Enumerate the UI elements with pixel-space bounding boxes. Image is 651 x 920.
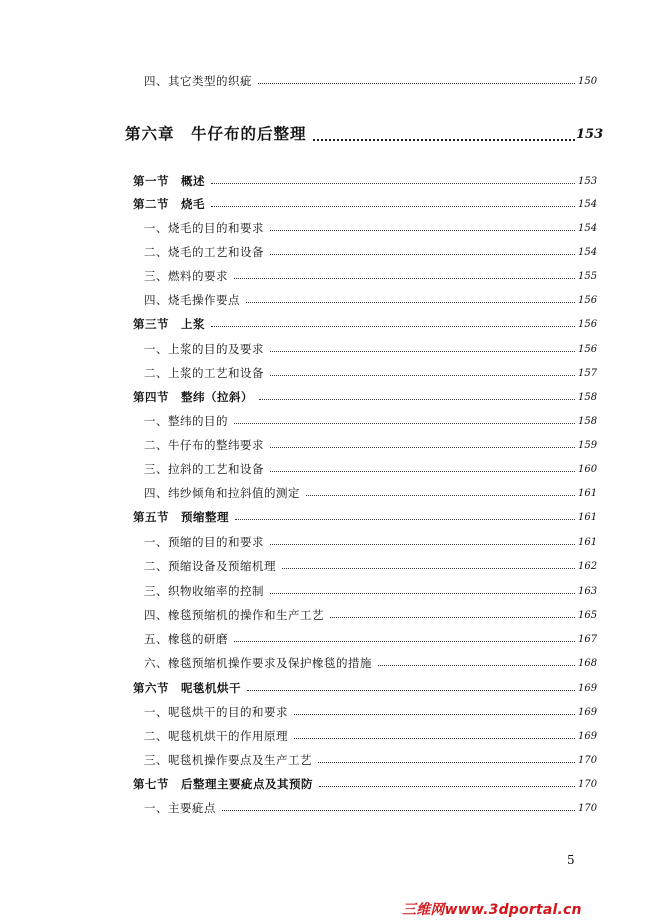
toc-page-number: 161 (578, 512, 598, 523)
dot-leader (378, 665, 575, 666)
dot-leader (222, 810, 575, 811)
toc-page-number: 167 (578, 634, 598, 645)
toc-section (0, 776, 651, 796)
dot-leader (258, 83, 575, 84)
dot-leader (306, 495, 575, 496)
toc-section (0, 680, 651, 700)
dot-leader (234, 423, 575, 424)
toc-label: 一、预缩的目的和要求 (144, 535, 264, 549)
toc-label: 二、上浆的工艺和设备 (144, 366, 264, 380)
toc-label: 一、呢毯烘干的目的和要求 (144, 705, 288, 719)
toc-label: 四、其它类型的织疵 (144, 74, 252, 88)
toc-label: 二、烧毛的工艺和设备 (144, 245, 264, 259)
toc-item (0, 704, 651, 724)
toc-label: 第五节 预缩整理 (133, 510, 229, 524)
dot-leader (318, 762, 575, 763)
toc-page-number: 163 (578, 586, 598, 597)
page-number: 5 (567, 853, 575, 867)
toc-item (0, 413, 651, 433)
toc-page-number: 158 (578, 416, 598, 427)
toc-label: 第一节 概述 (133, 174, 205, 188)
toc-page-number: 170 (578, 803, 598, 814)
toc-page-number: 162 (578, 561, 598, 572)
dot-leader (282, 568, 575, 569)
toc-item (0, 728, 651, 748)
toc-item (0, 655, 651, 675)
toc-chapter (0, 124, 651, 144)
toc-label: 三、燃料的要求 (144, 269, 228, 283)
toc-item (0, 583, 651, 603)
dot-leader (259, 399, 575, 400)
site-watermark: 三维网www.3dportal.cn (402, 902, 582, 918)
toc-label: 六、橡毯预缩机操作要求及保护橡毯的措施 (144, 656, 372, 670)
toc-label: 五、橡毯的研磨 (144, 632, 228, 646)
toc-page-number: 169 (578, 731, 598, 742)
dot-leader (211, 183, 575, 184)
toc-label: 第二节 烧毛 (133, 197, 205, 211)
toc-label: 三、拉斜的工艺和设备 (144, 462, 264, 476)
toc-label: 二、牛仔布的整纬要求 (144, 438, 264, 452)
dot-leader (270, 375, 575, 376)
toc-page-number: 165 (578, 610, 598, 621)
toc-page-number: 168 (578, 658, 598, 669)
toc-item (0, 341, 651, 361)
toc-page-number: 157 (578, 368, 598, 379)
toc-label: 第六章 牛仔布的后整理 (125, 125, 307, 143)
toc-item (0, 485, 651, 505)
toc-page-number: 161 (578, 488, 598, 499)
toc-label: 四、橡毯预缩机的操作和生产工艺 (144, 608, 324, 622)
toc-label: 第六节 呢毯机烘干 (133, 681, 241, 695)
toc-page-number: 156 (578, 319, 598, 330)
toc-page-number: 156 (578, 344, 598, 355)
toc-item (0, 558, 651, 578)
toc-page-number: 153 (578, 176, 598, 187)
toc-page-number: 159 (578, 440, 598, 451)
toc-label: 一、烧毛的目的和要求 (144, 221, 264, 235)
toc-page-number: 170 (578, 755, 598, 766)
dot-leader (211, 326, 575, 327)
toc-page-number: 169 (578, 683, 598, 694)
toc-section (0, 316, 651, 336)
dot-leader (246, 302, 575, 303)
toc-page-number: 150 (578, 76, 598, 87)
toc-label: 三、呢毯机操作要点及生产工艺 (144, 753, 312, 767)
toc-item (0, 631, 651, 651)
toc-page-number: 155 (578, 271, 598, 282)
toc-item (0, 220, 651, 240)
toc-item (0, 461, 651, 481)
toc-item (0, 244, 651, 264)
toc-section (0, 389, 651, 409)
toc-page-number: 169 (578, 707, 598, 718)
toc-item (0, 607, 651, 627)
toc-label: 一、上浆的目的及要求 (144, 342, 264, 356)
toc-page-number: 170 (578, 779, 598, 790)
toc-label: 第四节 整纬（拉斜） (133, 390, 253, 404)
toc-label: 一、主要疵点 (144, 801, 216, 815)
dot-leader (235, 519, 575, 520)
toc-item (0, 292, 651, 312)
dot-leader (247, 690, 575, 691)
dot-leader (294, 714, 575, 715)
dot-leader (313, 139, 575, 141)
dot-leader (270, 254, 575, 255)
toc-section (0, 196, 651, 216)
dot-leader (234, 641, 575, 642)
dot-leader (270, 471, 575, 472)
dot-leader (270, 447, 575, 448)
toc-label: 一、整纬的目的 (144, 414, 228, 428)
toc-section (0, 173, 651, 193)
toc-item (0, 268, 651, 288)
toc-page-number: 154 (578, 247, 598, 258)
dot-leader (211, 206, 575, 207)
toc-label: 四、纬纱倾角和拉斜值的测定 (144, 486, 300, 500)
toc-page-number: 154 (578, 199, 598, 210)
dot-leader (270, 544, 575, 545)
toc-label: 第三节 上浆 (133, 317, 205, 331)
dot-leader (270, 351, 575, 352)
toc-item (0, 534, 651, 554)
toc-page-number: 160 (578, 464, 598, 475)
dot-leader (270, 593, 575, 594)
toc-label: 三、织物收缩率的控制 (144, 584, 264, 598)
toc-page-number: 154 (578, 223, 598, 234)
toc-item (0, 365, 651, 385)
toc-page-number: 153 (576, 127, 604, 142)
toc-item (0, 800, 651, 820)
dot-leader (319, 786, 575, 787)
toc-label: 二、预缩设备及预缩机理 (144, 559, 276, 573)
dot-leader (270, 230, 575, 231)
toc-label: 四、烧毛操作要点 (144, 293, 240, 307)
toc-label: 二、呢毯机烘干的作用原理 (144, 729, 288, 743)
toc-section (0, 509, 651, 529)
toc-item (0, 437, 651, 457)
dot-leader (294, 738, 575, 739)
dot-leader (330, 617, 575, 618)
toc-page-number: 156 (578, 295, 598, 306)
toc-page-number: 161 (578, 537, 598, 548)
toc-page-number: 158 (578, 392, 598, 403)
toc-item (0, 752, 651, 772)
toc-item (0, 73, 651, 93)
toc-label: 第七节 后整理主要疵点及其预防 (133, 777, 313, 791)
dot-leader (234, 278, 575, 279)
